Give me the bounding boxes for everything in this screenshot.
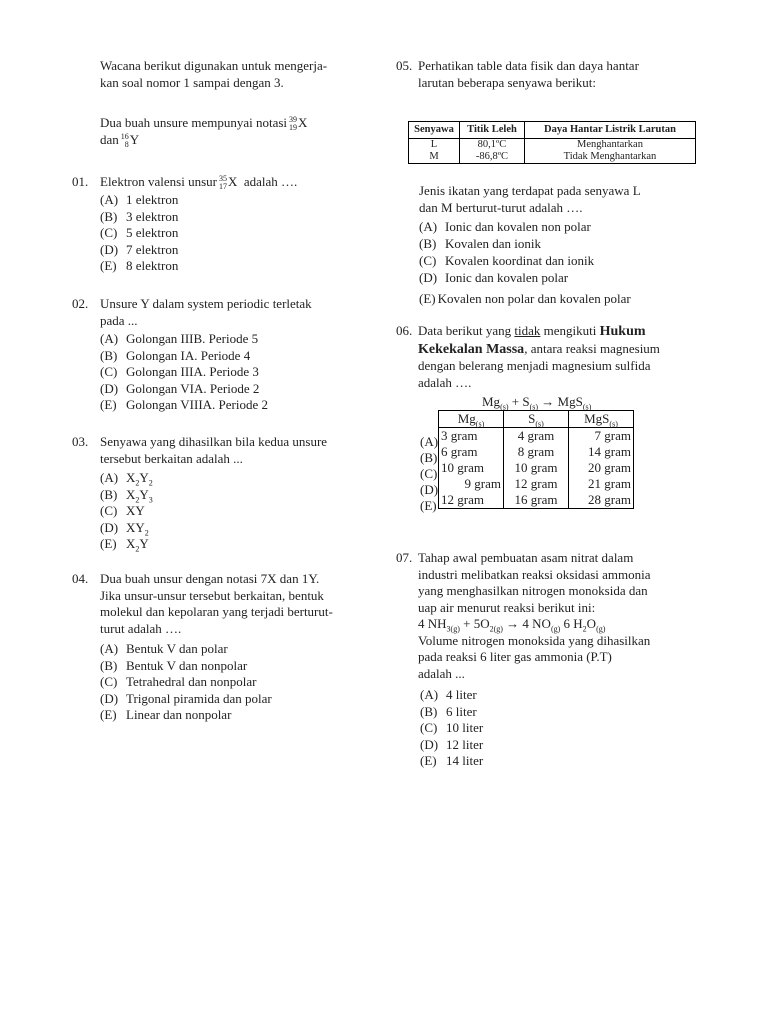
- question-text: Jenis ikatan yang terdapat pada senyawa L dan M berturut-turut adalah ….: [419, 183, 641, 215]
- question-05: [396, 58, 706, 91]
- physical-data-table: [408, 121, 696, 164]
- options-list: [72, 470, 372, 553]
- option-b[interactable]: (B) Golongan IA. Periode 4: [100, 347, 251, 363]
- table-header-row: [439, 411, 634, 428]
- elements-notation-cont: dan 16 8 Y: [100, 132, 140, 150]
- table-row: 3 gram 4 gram 7 gram: [439, 428, 634, 445]
- row-labels: [420, 434, 438, 514]
- question-07: [396, 550, 716, 770]
- option-a[interactable]: (A) Ionic dan kovalen non polar: [419, 219, 591, 234]
- option-a[interactable]: (A) Bentuk V dan polar: [100, 641, 228, 656]
- element-y-notation: 16 8: [120, 132, 129, 150]
- table-row: 10 gram 10 gram 20 gram: [439, 460, 634, 476]
- element-x-notation: 39 19: [289, 115, 298, 133]
- option-e[interactable]: (E) Linear dan nonpolar: [100, 707, 232, 722]
- question-06: [396, 323, 716, 391]
- option-b[interactable]: (B) 3 elektron: [100, 208, 179, 224]
- col-header: $Mg_{(s)}$: [439, 411, 504, 428]
- table-row: 9 gram 12 gram 21 gram: [439, 476, 634, 492]
- option-d[interactable]: (D) $XY_2$: [100, 519, 149, 538]
- option-e[interactable]: (E) 14 liter: [420, 753, 484, 768]
- question-04: [72, 571, 372, 724]
- col-header: Senyawa: [409, 122, 460, 139]
- option-c[interactable]: (C) 10 liter: [420, 720, 484, 735]
- option-c[interactable]: (C) 5 elektron: [100, 225, 179, 241]
- option-a[interactable]: (A): [420, 434, 439, 449]
- option-c[interactable]: (C) XY: [100, 503, 145, 518]
- question-03: [72, 434, 372, 553]
- question-number: 02.: [72, 296, 89, 311]
- intro-passage: [100, 58, 370, 149]
- option-a[interactable]: (A) Golongan IIIB. Periode 5: [100, 331, 259, 346]
- question-text: Perhatikan table data fisik dan daya hantar larutan beberapa senyawa berikut:: [418, 58, 639, 90]
- option-c[interactable]: (C) Tetrahedral dan nonpolar: [100, 674, 257, 689]
- table-row: M -86,8ºC Tidak Menghantarkan: [409, 151, 696, 164]
- option-c[interactable]: (C) Kovalen koordinat dan ionik: [419, 253, 595, 268]
- col-header: $S_{(s)}$: [504, 411, 569, 428]
- question-text: Senyawa yang dihasilkan bila kedua unsure tersebut berkaitan adalah ...: [100, 434, 328, 466]
- option-b[interactable]: (B) Bentuk V dan nonpolar: [100, 657, 248, 673]
- option-d[interactable]: (D) Ionic dan kovalen polar: [419, 270, 569, 285]
- col-header: Daya Hantar Listrik Larutan: [525, 122, 696, 139]
- table-row: 12 gram 16 gram 28 gram: [439, 492, 634, 509]
- option-d[interactable]: (D) 12 liter: [420, 736, 484, 752]
- option-c[interactable]: (C) Golongan IIIA. Periode 3: [100, 364, 259, 379]
- option-d[interactable]: (D) Golongan VIA. Periode 2: [100, 380, 260, 396]
- question-number: 07.: [396, 550, 413, 565]
- reaction-equation: $Mg_{(s)} + S_{(s)} \to MgS_{(s)}$: [482, 394, 592, 412]
- question-02: [72, 296, 372, 414]
- question-number: 01.: [72, 174, 89, 189]
- question-text: Dua buah unsur dengan notasi 7X dan 1Y. Jika unsur-unsur tersebut berkaitan, bentuk molekul dan kepolaran yang terjadi berturut- turut adalah ….: [100, 571, 333, 636]
- option-e[interactable]: (E) $X_2Y$: [100, 536, 149, 554]
- option-e[interactable]: (E): [420, 498, 437, 513]
- options-list: [72, 192, 372, 275]
- option-b[interactable]: (B): [420, 450, 438, 465]
- option-a[interactable]: (A) $X_2Y_2$: [100, 470, 153, 488]
- options-list: [419, 218, 709, 307]
- option-d[interactable]: (D): [420, 482, 439, 497]
- option-c[interactable]: (C): [420, 466, 438, 481]
- options-list: [72, 331, 372, 414]
- table-row: 6 gram 8 gram 14 gram: [439, 444, 634, 460]
- option-a[interactable]: (A) 4 liter: [420, 687, 477, 702]
- elements-notation: Dua buah unsure mempunyai notasi 39 19 X: [100, 115, 308, 133]
- question-text: Data berikut yang tidak mengikuti Hukum Kekekalan Massa, antara reaksi magnesium dengan belerang menjadi magnesium sulfida adalah ….: [418, 323, 660, 390]
- intro-line: kan soal nomor 1 sampai dengan 3.: [100, 74, 284, 90]
- option-b[interactable]: (B) Kovalen dan ionik: [419, 236, 542, 251]
- col-header: Titik Leleh: [460, 122, 525, 139]
- options-list: [72, 641, 372, 724]
- question-text: Elektron valensi unsur 35 17 X adalah ….: [100, 174, 298, 192]
- option-b[interactable]: (B) $X_2Y_3$: [100, 486, 153, 505]
- question-text: Tahap awal pembuatan asam nitrat dalam industri melibatkan reaksi oksidasi ammonia yang menghasilkan nitrogen monoksida dan uap air menurut reaksi berikut ini: 4 $NH_{3(g)} + 5O_{2(g)} \to 4$ $NO_{(g)}$ 6 $H_2O_{(g)}$ Volume nitrogen monoksida yang dihasilkan pada reaksi 6 liter gas ammonia (P.T) adalah ...: [418, 550, 651, 681]
- option-e[interactable]: (E) Golongan VIIIA. Periode 2: [100, 397, 269, 412]
- question-number: 05.: [396, 58, 413, 73]
- question-05-body: [419, 183, 709, 307]
- question-number: 03.: [72, 434, 89, 449]
- question-01: [72, 174, 372, 275]
- options-list: [396, 687, 716, 770]
- option-d[interactable]: (D) Trigonal piramida dan polar: [100, 690, 272, 706]
- table-row: L 80,1ºC Menghantarkan: [409, 139, 696, 152]
- reaction-equation: 4 $NH_{3(g)} + 5O_{2(g)} \to 4$ $NO_{(g)}$ 6 $H_2O_{(g)}$: [418, 616, 606, 634]
- mass-table: [438, 410, 634, 509]
- option-d[interactable]: (D) 7 elektron: [100, 241, 179, 257]
- option-e[interactable]: (E) 8 elektron: [100, 258, 179, 274]
- intro-line: Wacana berikut digunakan untuk mengerja-: [100, 58, 328, 73]
- question-number: 04.: [72, 571, 89, 586]
- col-header: MgS$_{(s)}$: [569, 411, 634, 428]
- question-text: Unsure Y dalam system periodic terletak pada ...: [100, 296, 312, 328]
- option-e[interactable]: (E) Kovalen non polar dan kovalen polar: [419, 291, 631, 306]
- question-number: 06.: [396, 323, 413, 338]
- table-header-row: [409, 122, 696, 139]
- option-a[interactable]: (A) 1 elektron: [100, 192, 179, 208]
- option-b[interactable]: (B) 6 liter: [420, 703, 477, 719]
